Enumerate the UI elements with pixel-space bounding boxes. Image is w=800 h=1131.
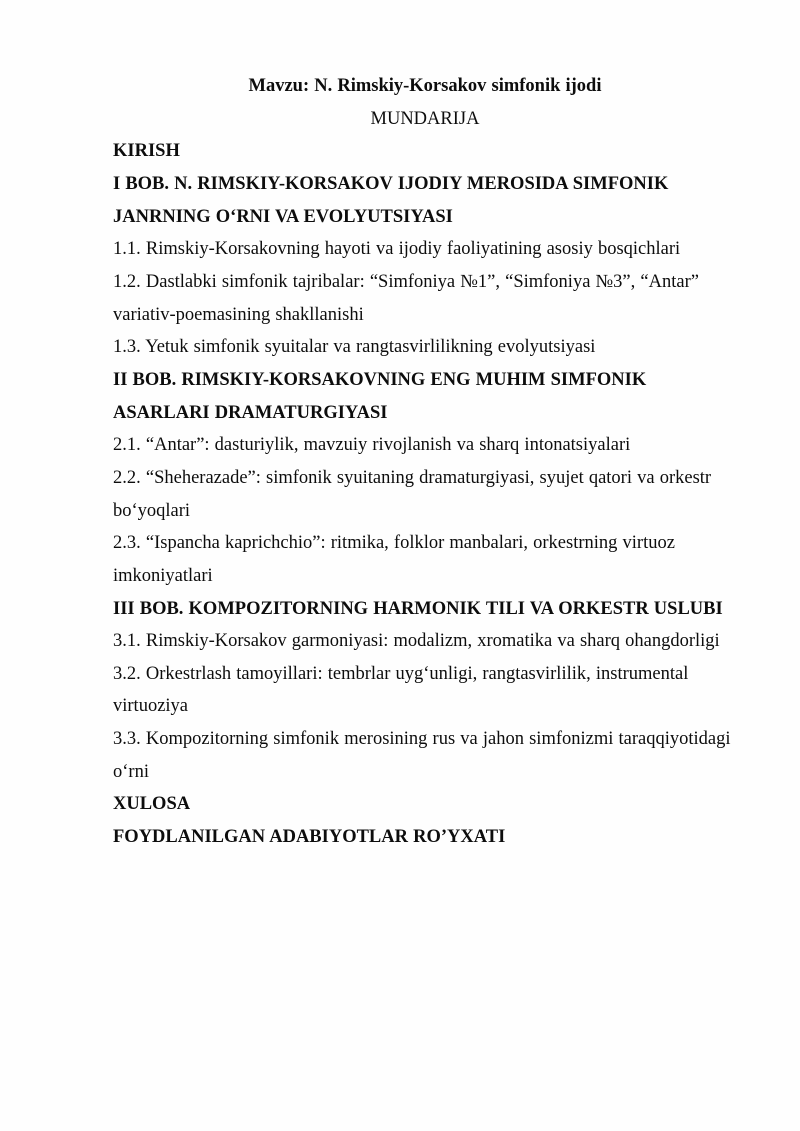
- toc-entry: I BOB. N. RIMSKIY-KORSAKOV IJODIY MEROSIDA SIMFONIK JANRNING O‘RNI VA EVOLYUTSIYASI: [113, 173, 669, 227]
- toc-entry: FOYDLANILGAN ADABIYOTLAR RO’YXATI: [113, 827, 506, 848]
- toc-entry: KIRISH: [113, 141, 180, 162]
- toc-entry: XULOSA: [113, 794, 191, 815]
- toc-entry: 3.3. Kompozitorning simfonik merosining rus va jahon simfonizmi taraqqiyotidagi o‘rni: [113, 729, 731, 782]
- toc-entry: 2.1. “Antar”: dasturiylik, mavzuiy rivojlanish va sharq intonatsiyalari: [113, 435, 631, 456]
- document-title: Mavzu: N. Rimskiy-Korsakov simfonik ijodi: [248, 76, 602, 96]
- contents-heading: MUNDARIJA: [370, 108, 480, 129]
- toc-entry: 2.2. “Sheherazade”: simfonik syuitaning dramaturgiyasi, syujet qatori va orkestr bo‘yoqlari: [113, 467, 712, 521]
- toc-list: [113, 135, 737, 853]
- toc-entry: 3.1. Rimskiy-Korsakov garmoniyasi: modalizm, xromatika va sharq ohangdorligi: [113, 631, 720, 652]
- toc-entry: III BOB. KOMPOZITORNING HARMONIK TILI VA ORKESTR USLUBI: [113, 598, 723, 619]
- toc-entry: II BOB. RIMSKIY-KORSAKOVNING ENG MUHIM SIMFONIK ASARLARI DRAMATURGIYASI: [113, 369, 647, 423]
- toc-entry: 1.3. Yetuk simfonik syuitalar va rangtasvirlilikning evolyutsiyasi: [113, 337, 596, 358]
- toc-entry: 1.1. Rimskiy-Korsakovning hayoti va ijodiy faoliyatining asosiy bosqichlari: [113, 239, 681, 260]
- toc-entry: 2.3. “Ispancha kaprichchio”: ritmika, folklor manbalari, orkestrning virtuoz imkoniyatlari: [113, 533, 675, 586]
- toc-entry: 1.2. Dastlabki simfonik tajribalar: “Simfoniya №1”, “Simfoniya №3”, “Antar” variativ-poemasining shakllanishi: [113, 271, 699, 325]
- toc-entry: 3.2. Orkestrlash tamoyillari: tembrlar uyg‘unligi, rangtasvirlilik, instrumental virtuoziya: [113, 663, 689, 717]
